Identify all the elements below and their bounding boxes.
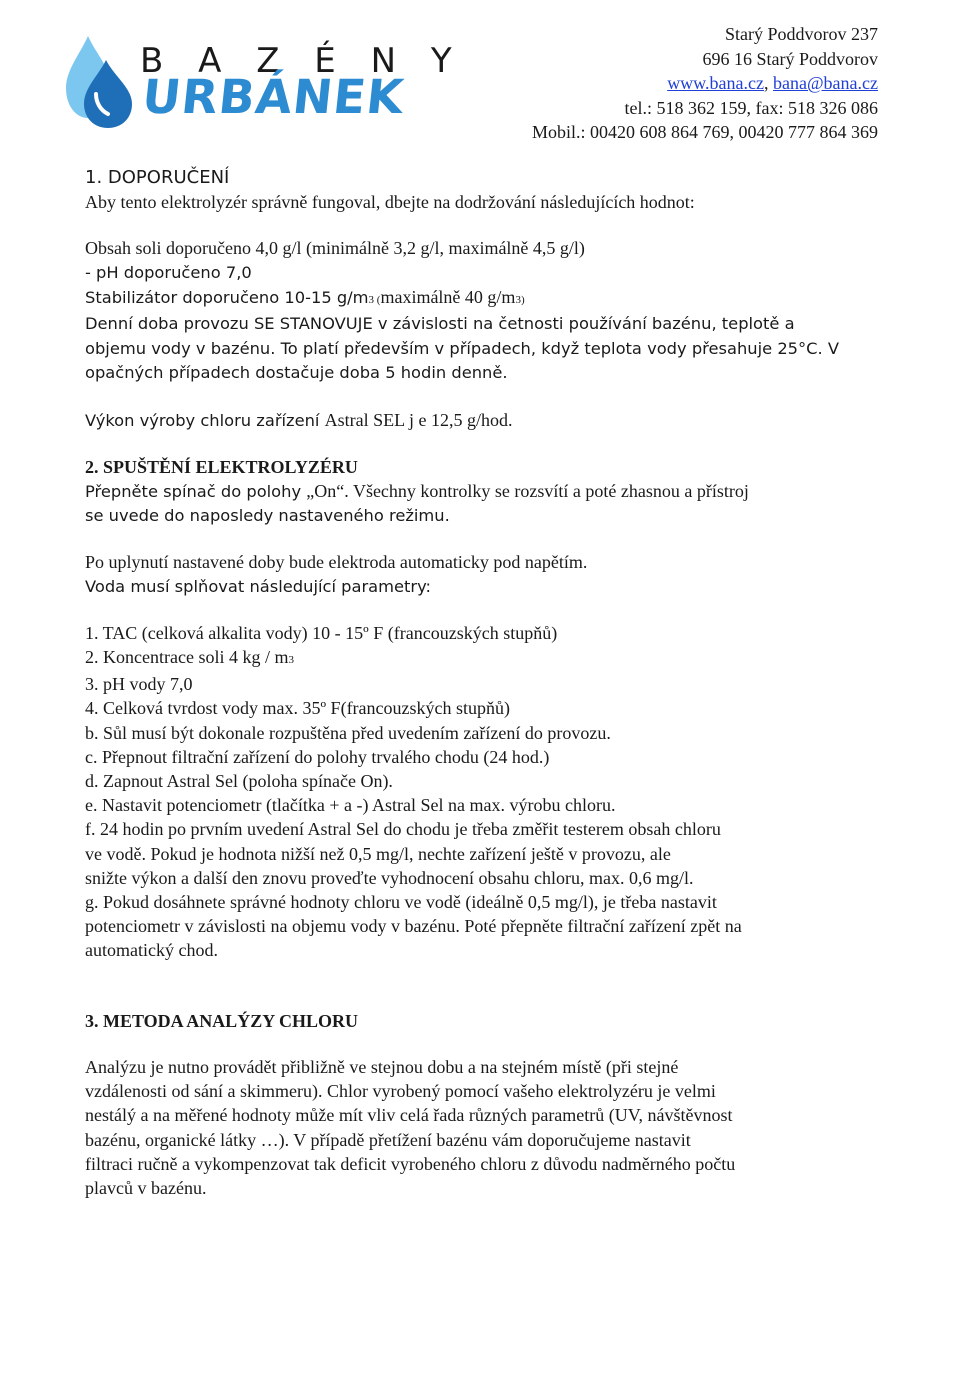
step-g-line-1: g. Pokud dosáhnete správné hodnoty chloru ve vodě (ideálně 0,5 mg/l), je třeba nastavit <box>85 892 717 913</box>
spacer <box>85 386 885 408</box>
contact-block <box>532 22 878 145</box>
switch-line-1 <box>85 479 885 504</box>
analysis-line-6: plavců v bazénu. <box>85 1177 207 1198</box>
step-e: e. Nastavit potenciometr (tlačítka + a -) Astral Sel na max. výrobu chloru. <box>85 795 616 816</box>
water-drop-icon <box>66 30 146 130</box>
spacer <box>85 214 885 236</box>
logo-word-bottom: URBÁNEK <box>139 70 407 125</box>
website-link[interactable]: www.bana.cz <box>667 73 764 93</box>
link-separator: , <box>763 73 773 93</box>
step-f-line-1: f. 24 hodin po prvním uvedení Astral Sel do chodu je třeba změřit testerem obsah chloru <box>85 819 721 840</box>
document-body <box>85 166 885 1200</box>
section-2-heading: 2. SPUŠTĚNÍ ELEKTROLYZÉRU <box>85 456 358 477</box>
spacer <box>85 433 885 455</box>
stabilizer-text-a: Stabilizátor doporučeno 10-15 g/m <box>85 287 369 307</box>
email-link[interactable]: bana@bana.cz <box>772 73 878 93</box>
chlorine-output <box>85 408 885 433</box>
contact-street: Starý Poddvorov 237 <box>725 24 878 44</box>
daily-operation-line-2 <box>85 336 885 361</box>
company-logo <box>66 30 464 130</box>
param-ph: 3. pH vody 7,0 <box>85 674 193 695</box>
step-f-line-2: ve vodě. Pokud je hodnota nižší než 0,5 mg/l, nechte zařízení ještě v provozu, ale <box>85 843 671 864</box>
switch-line-2: se uvede do naposledy nastaveného režimu. <box>85 506 450 526</box>
chlorine-output-b: Astral SEL j e 12,5 g/hod. <box>324 409 513 430</box>
step-g-line-2: potenciometr v závislosti na objemu vody v bazénu. Poté přepněte filtrační zařízení zpět na <box>85 916 742 937</box>
daily-line-2b: To platí především v případech, když teplota vody přesahuje 25°C. V <box>280 339 840 359</box>
switch-line-1c: Všechny kontrolky se rozsvítí a poté zhasnou a přístroj <box>348 481 749 502</box>
param-salt <box>85 645 885 672</box>
stabilizer-recommendation <box>85 285 885 312</box>
spacer <box>85 1033 885 1055</box>
section-1-intro: Aby tento elektrolyzér správně fungoval, dbejte na dodržování následujících hodnot: <box>85 192 695 213</box>
step-f-line-3: snižte výkon a další den znovu proveďte vyhodnocení obsahu chloru, max. 0,6 mg/l. <box>85 867 694 888</box>
param-salt-text: 2. Koncentrace soli 4 kg / m <box>85 647 289 668</box>
ph-recommendation: - pH doporučeno 7,0 <box>85 262 252 282</box>
step-c: c. Přepnout filtrační zařízení do polohy trvalého chodu (24 hod.) <box>85 746 550 767</box>
analysis-line-4: bazénu, organické látky …). V případě přetížení bazénu vám doporučujeme nastavit <box>85 1129 691 1150</box>
step-b: b. Sůl musí být dokonale rozpuštěna před uvedením zařízení do provozu. <box>85 722 611 743</box>
salt-recommendation: Obsah soli doporučeno 4,0 g/l (minimálně 3,2 g/l, maximálně 4,5 g/l) <box>85 238 585 259</box>
analysis-line-5: filtraci ručně a vykompenzovat tak deficit vyrobeného chloru z důvodu nadměrného počtu <box>85 1153 736 1174</box>
spacer <box>85 963 885 1009</box>
param-tac: 1. TAC (celková alkalita vody) 10 - 15º F (francouzských stupňů) <box>85 622 558 643</box>
analysis-line-3: nestálý a na měřené hodnoty může mít vliv celá řada různých parametrů (UV, návštěvnost <box>85 1105 733 1126</box>
contact-phone: tel.: 518 362 159, fax: 518 326 086 <box>624 97 878 118</box>
step-g-line-3: automatický chod. <box>85 940 218 961</box>
contact-city: 696 16 Starý Poddvorov <box>702 48 878 69</box>
stabilizer-text-c: maximálně 40 g/m <box>380 286 516 307</box>
param-salt-exp: 3 <box>288 654 294 667</box>
contact-links <box>532 71 878 96</box>
stabilizer-unit-exp: 3 <box>368 293 375 306</box>
chlorine-output-a: Výkon výroby chloru zařízení <box>85 410 325 430</box>
section-1-heading: 1. DOPORUČENÍ <box>85 167 230 188</box>
logo-word-top: B A Z É N Y <box>140 41 464 81</box>
section-3-heading: 3. METODA ANALÝZY CHLORU <box>85 1010 359 1031</box>
spacer <box>85 599 885 621</box>
analysis-line-2: vzdálenosti od sání a skimmeru). Chlor vyrobený pomocí vašeho elektrolyzéru je velmi <box>85 1081 716 1102</box>
daily-operation-line-1: Denní doba provozu SE STANOVUJE v závislosti na četnosti používání bazénu, teplotě a <box>85 314 795 334</box>
after-line-2: Voda musí splňovat následující parametry: <box>85 576 432 596</box>
after-line-1: Po uplynutí nastavené doby bude elektroda automaticky pod napětím. <box>85 552 588 573</box>
param-hardness: 4. Celková tvrdost vody max. 35º F(francouzských stupňů) <box>85 698 511 719</box>
contact-mobile: Mobil.: 00420 608 864 769, 00420 777 864 369 <box>531 122 878 142</box>
daily-line-2a: objemu vody v bazénu. <box>85 339 281 359</box>
stabilizer-paren: ( <box>374 293 381 306</box>
analysis-line-1: Analýzu je nutno provádět přibližně ve stejnou dobu a na stejném místě (při stejné <box>85 1056 679 1077</box>
spacer <box>85 528 885 550</box>
stabilizer-unit-exp-2: 3) <box>515 293 525 306</box>
step-d: d. Zapnout Astral Sel (poloha spínače On). <box>85 771 393 792</box>
switch-line-1a: Přepněte spínač do polohy <box>85 482 307 502</box>
daily-operation-line-3: opačných případech dostačuje doba 5 hodin denně. <box>85 363 508 383</box>
switch-line-1b: „On“. <box>306 481 349 502</box>
